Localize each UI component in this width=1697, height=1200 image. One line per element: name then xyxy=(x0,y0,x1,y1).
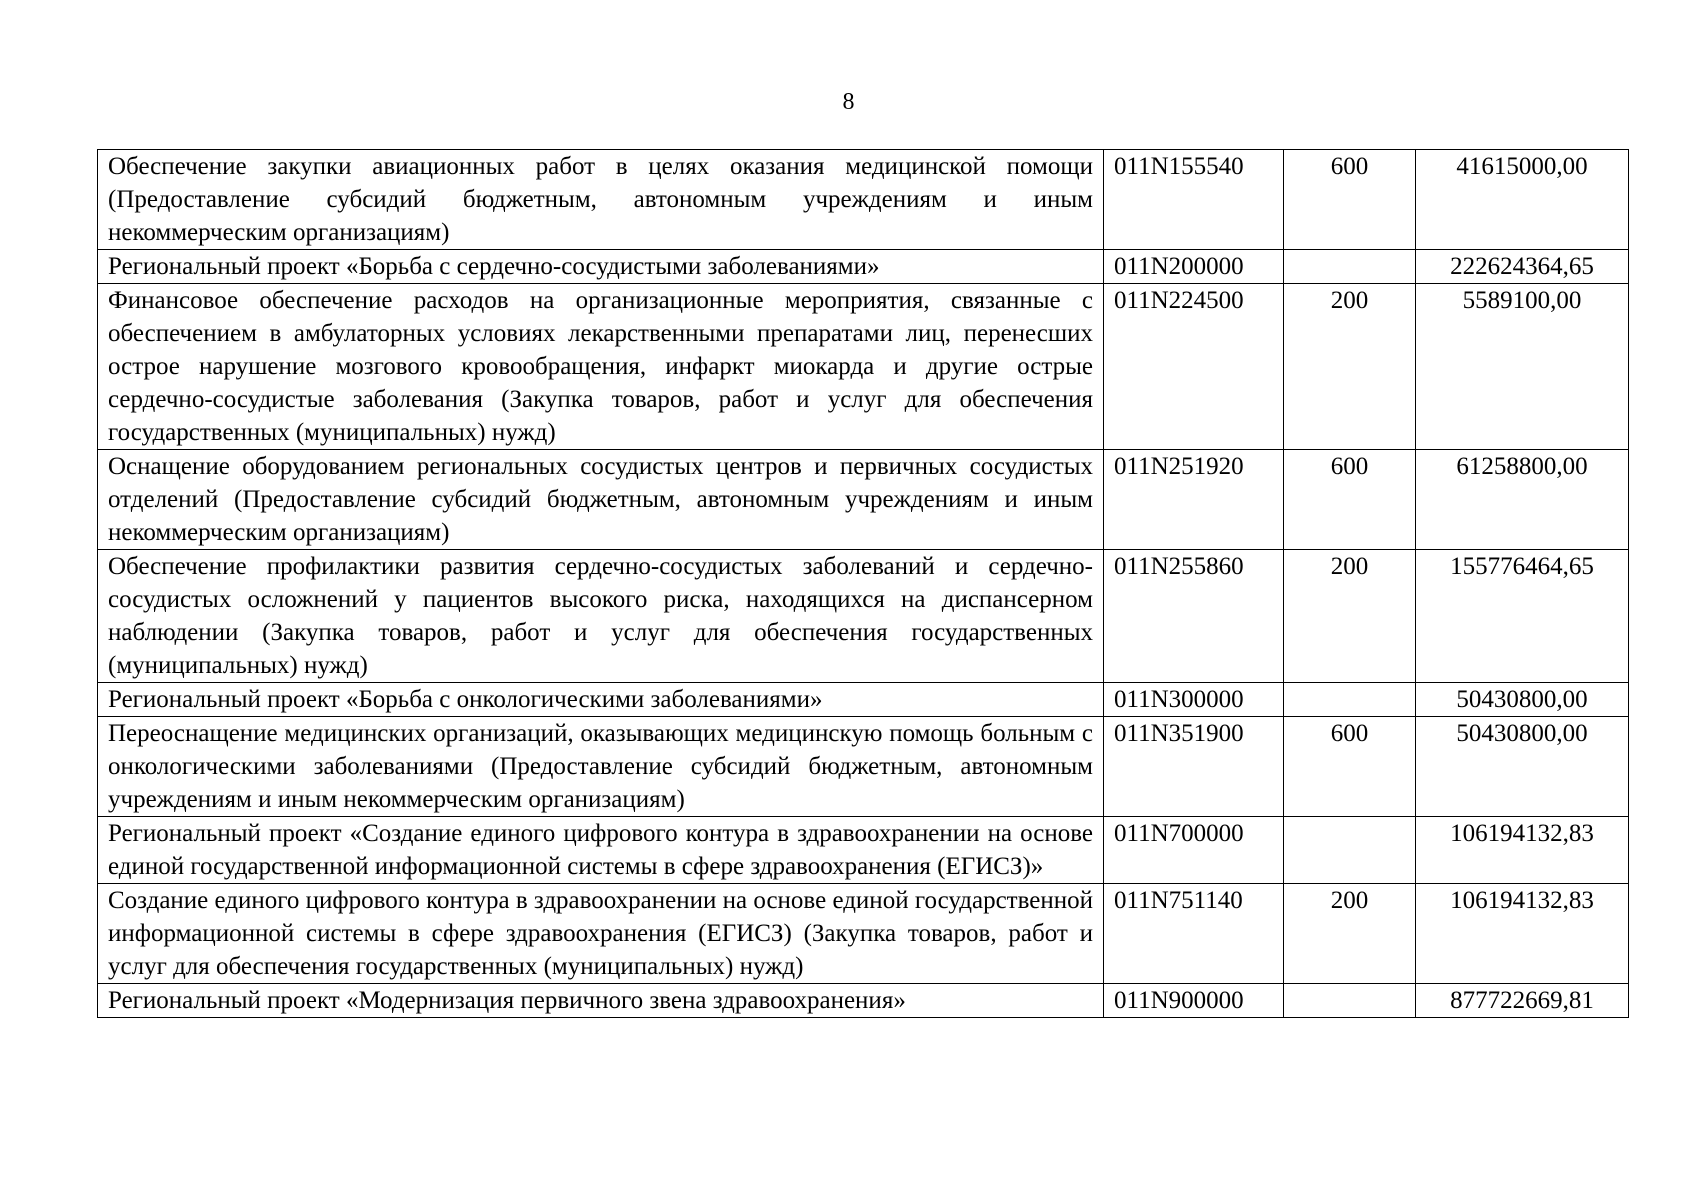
table-row xyxy=(98,984,1629,1018)
row-expense-type: 200 xyxy=(1284,284,1416,450)
row-amount: 155776464,65 xyxy=(1416,550,1629,683)
row-code: 011N200000 xyxy=(1104,250,1284,284)
page-number: 8 xyxy=(842,89,855,115)
row-expense-type: 600 xyxy=(1284,717,1416,817)
row-amount: 50430800,00 xyxy=(1416,683,1629,717)
table-row xyxy=(98,284,1629,450)
row-expense-type xyxy=(1284,683,1416,717)
table-row xyxy=(98,884,1629,984)
row-code: 011N351900 xyxy=(1104,717,1284,817)
row-description: Создание единого цифрового контура в здравоохранении на основе единой государственной информационной системы в сфере здравоохранения (ЕГИСЗ) (Закупка товаров, работ и услуг для обеспечения государственных (муниципальных) нужд) xyxy=(98,884,1104,984)
row-amount: 5589100,00 xyxy=(1416,284,1629,450)
row-expense-type xyxy=(1284,817,1416,884)
table-row xyxy=(98,817,1629,884)
table-row xyxy=(98,717,1629,817)
row-code: 011N155540 xyxy=(1104,150,1284,250)
row-description: Региональный проект «Создание единого цифрового контура в здравоохранении на основе единой государственной информационной системы в сфере здравоохранения (ЕГИСЗ)» xyxy=(98,817,1104,884)
row-description: Обеспечение закупки авиационных работ в целях оказания медицинской помощи (Предоставление субсидий бюджетным, автономным учреждениям и иным некоммерческим организациям) xyxy=(98,150,1104,250)
row-expense-type xyxy=(1284,250,1416,284)
row-code: 011N255860 xyxy=(1104,550,1284,683)
row-code: 011N751140 xyxy=(1104,884,1284,984)
table-row xyxy=(98,683,1629,717)
row-amount: 222624364,65 xyxy=(1416,250,1629,284)
row-expense-type: 200 xyxy=(1284,884,1416,984)
row-code: 011N300000 xyxy=(1104,683,1284,717)
row-amount: 106194132,83 xyxy=(1416,817,1629,884)
table-row xyxy=(98,450,1629,550)
table-row xyxy=(98,150,1629,250)
row-amount: 106194132,83 xyxy=(1416,884,1629,984)
table-row xyxy=(98,550,1629,683)
row-amount: 41615000,00 xyxy=(1416,150,1629,250)
row-expense-type: 200 xyxy=(1284,550,1416,683)
row-expense-type: 600 xyxy=(1284,150,1416,250)
row-amount: 50430800,00 xyxy=(1416,717,1629,817)
row-code: 011N900000 xyxy=(1104,984,1284,1018)
row-expense-type xyxy=(1284,984,1416,1018)
row-description: Финансовое обеспечение расходов на организационные мероприятия, связанные с обеспечением в амбулаторных условиях лекарственными препаратами лиц, перенесших острое нарушение мозгового кровообращения, инфаркт миокарда и другие острые сердечно-сосудистые заболевания (Закупка товаров, работ и услуг для обеспечения государственных (муниципальных) нужд) xyxy=(98,284,1104,450)
row-description: Обеспечение профилактики развития сердечно-сосудистых заболеваний и сердечно-сосудистых осложнений у пациентов высокого риска, находящихся на диспансерном наблюдении (Закупка товаров, работ и услуг для обеспечения государственных (муниципальных) нужд) xyxy=(98,550,1104,683)
row-description: Переоснащение медицинских организаций, оказывающих медицинскую помощь больным с онкологическими заболеваниями (Предоставление субсидий бюджетным, автономным учреждениям и иным некоммерческим организациям) xyxy=(98,717,1104,817)
row-amount: 877722669,81 xyxy=(1416,984,1629,1018)
row-description: Региональный проект «Модернизация первичного звена здравоохранения» xyxy=(98,984,1104,1018)
row-expense-type: 600 xyxy=(1284,450,1416,550)
row-code: 011N700000 xyxy=(1104,817,1284,884)
row-code: 011N251920 xyxy=(1104,450,1284,550)
row-description: Региональный проект «Борьба с онкологическими заболеваниями» xyxy=(98,683,1104,717)
row-amount: 61258800,00 xyxy=(1416,450,1629,550)
table-row xyxy=(98,250,1629,284)
row-description: Оснащение оборудованием региональных сосудистых центров и первичных сосудистых отделений (Предоставление субсидий бюджетным, автономным учреждениям и иным некоммерческим организациям) xyxy=(98,450,1104,550)
row-description: Региональный проект «Борьба с сердечно-сосудистыми заболеваниями» xyxy=(98,250,1104,284)
budget-table xyxy=(97,149,1629,1018)
row-code: 011N224500 xyxy=(1104,284,1284,450)
